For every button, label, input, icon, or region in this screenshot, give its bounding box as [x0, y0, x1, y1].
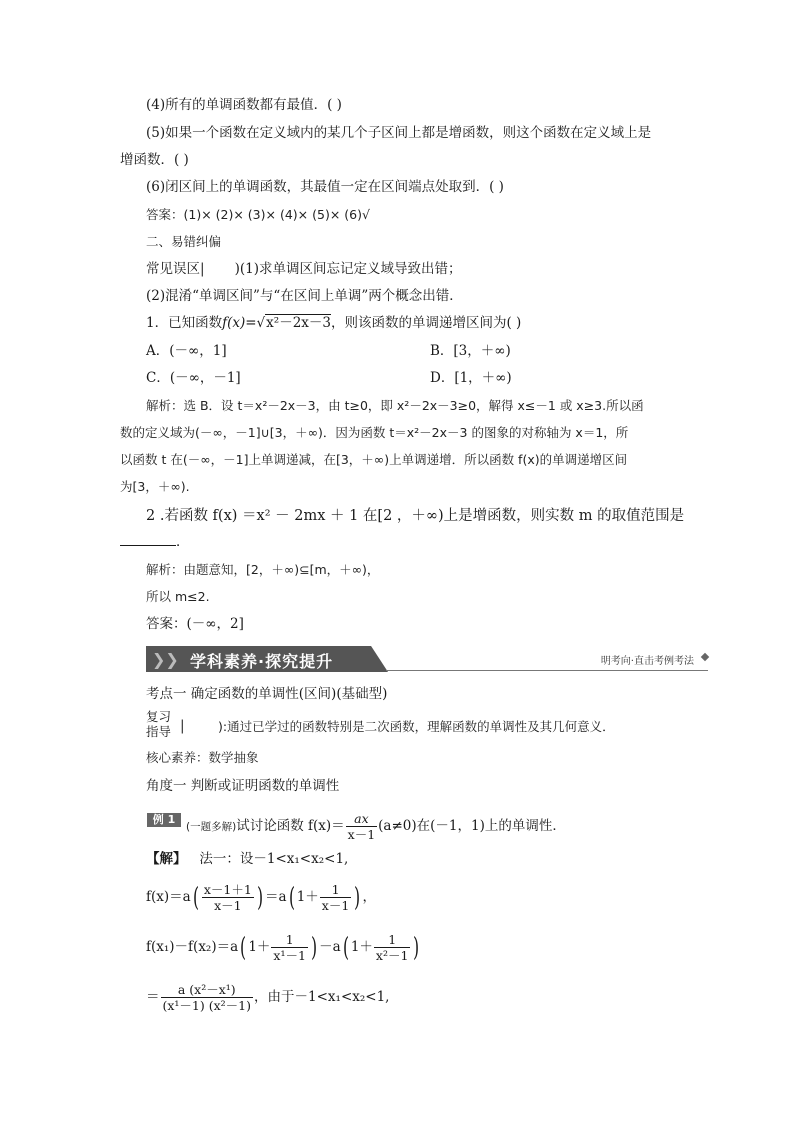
point-1-title: 考点一 确定函数的单调性(区间)(基础型) — [146, 686, 388, 702]
option-a: A．(－∞，1] — [146, 343, 227, 359]
exercise-2-solution-1: 解析：由题意知，[2，＋∞)⊆[m，＋∞)， — [146, 562, 380, 577]
review-text: ):通过已学过的函数特别是二次函数，理解函数的单调性及其几何意义． — [218, 719, 615, 734]
solution-line-1: f(x)＝a( $\frac{x-1+1}{x-1}$ ) ＝a( 1＋ $\frac{1}{x-1}$ ) ， — [146, 882, 376, 913]
exercise-1-solution-4: 为[3，＋∞). — [120, 479, 190, 494]
common-errors-line2: (2)混淆“单调区间”与“在区间上单调”两个概念出错． — [146, 288, 463, 304]
exercise-1-solution-3: 以函数 t 在(－∞，－1]上单调递减，在[3，＋∞)上单调递增．所以函数 f(x)的单调递增区间 — [120, 452, 628, 467]
option-d: D．[1，＋∞) — [430, 370, 512, 386]
section-banner — [146, 646, 708, 672]
review-label-2: 指导 — [146, 724, 172, 739]
answer-blank — [120, 533, 176, 546]
example-1-question: (一题多解)试讨论函数 f(x)＝ $\frac{ax}{x-1}$ (a≠0)在(－1，1)上的单调性． — [186, 811, 566, 842]
question-6: (6)闭区间上的单调函数，其最值一定在区间端点处取到．( ) — [146, 179, 504, 195]
common-errors-label: 常见误区| — [146, 261, 205, 277]
answer-line: 答案：(1)× (2)× (3)× (4)× (5)× (6)√ — [146, 207, 370, 222]
diamond-icon — [701, 653, 709, 661]
angle-1-title: 角度一 判断或证明函数的单调性 — [146, 778, 340, 794]
exercise-1-question: 1．已知函数f(x)=√x²－2x－3，则该函数的单调递增区间为( ) — [146, 315, 522, 331]
exercise-1-solution-1: 解析：选 B．设 t＝x²－2x－3，由 t≥0，即 x²－2x－3≥0，解得 x≤－1 或 x≥3.所以函 — [146, 398, 644, 413]
section-2-title: 二、易错纠偏 — [146, 234, 222, 249]
review-label-1: 复习 — [146, 709, 172, 724]
question-4: (4)所有的单调函数都有最值．( ) — [146, 97, 342, 113]
method-1: 法一：设－1<x₁<x₂<1, — [199, 851, 349, 867]
review-separator: | — [180, 718, 185, 734]
common-errors-line1 — [146, 260, 462, 278]
common-errors-text: )(1)求单调区间忘记定义域导致出错； — [234, 261, 462, 277]
option-c: C．(－∞，－1] — [146, 370, 241, 386]
chevron-right-icon: ❯❯ — [152, 650, 179, 669]
option-b: B．[3，＋∞) — [430, 343, 511, 359]
banner-divider — [386, 670, 708, 671]
solution-start — [146, 850, 348, 868]
exercise-2-question-line2: ． — [120, 533, 190, 551]
solution-line-2: f(x₁)－f(x₂)＝a( 1＋ $\frac{1}{\text{x¹－1}}$ ) －a( 1＋ $\frac{1}{\text{x²－1}}$ ) — [146, 932, 420, 963]
exercise-1-solution-2: 数的定义域为(－∞，－1]∪[3，＋∞)．因为函数 t＝x²－2x－3 的图象的对称轴为 x＝1，所 — [120, 425, 629, 440]
banner-subtitle: 明考向·直击考例考法 — [600, 656, 694, 667]
banner-title: 学科素养·探究提升 — [190, 652, 334, 671]
exercise-2-answer: 答案：(－∞，2] — [146, 616, 244, 632]
exercise-2-solution-2: 所以 m≤2. — [146, 589, 210, 604]
question-5-line1: (5)如果一个函数在定义域内的某几个子区间上都是增函数，则这个函数在定义域上是 — [146, 125, 652, 141]
question-5-line2: 增函数．( ) — [120, 152, 189, 168]
exercise-2-question-line1: 2 .若函数 f(x) ＝x² － 2mx ＋ 1 在[2 ，＋∞)上是增函数，则实数 m 的取值范围是 — [146, 508, 685, 524]
core-literacy: 核心素养：数学抽象 — [146, 750, 259, 765]
example-tag: 例 1 — [147, 813, 181, 827]
fraction: $\frac{ax}{x-1}$ — [347, 811, 376, 842]
solution-line-3: ＝ $\frac{\text{a (x²－x¹)}}{\text{(x¹－1) (x²－1)}}$ ，由于－1<x₁<x₂<1, — [146, 982, 390, 1013]
solution-label: 【解】 — [146, 851, 187, 867]
